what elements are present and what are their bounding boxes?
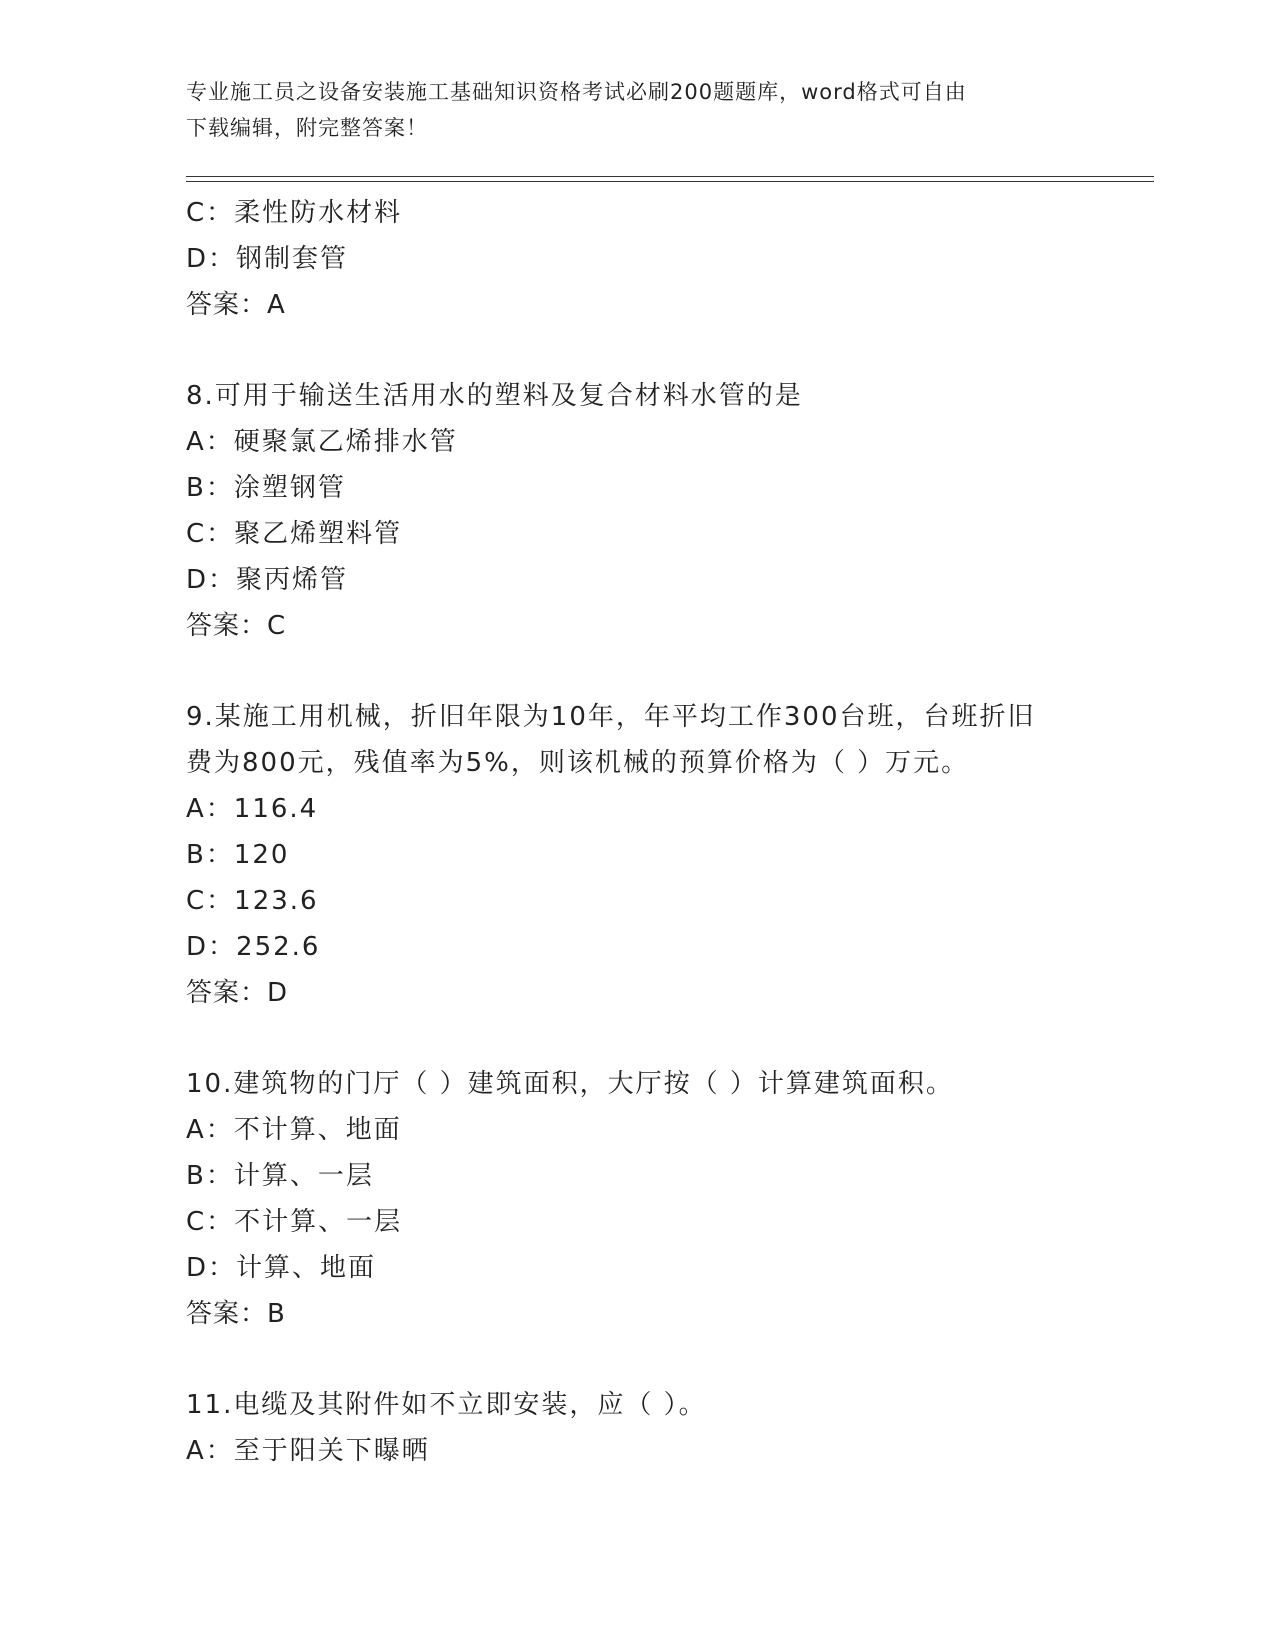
question-list: [186, 190, 1086, 1474]
option-d: D：聚丙烯管: [186, 565, 349, 595]
question-stem: 9.某施工用机械，折旧年限为10年，年平均工作300台班，台班折旧: [186, 702, 1036, 732]
header-line-2: 下载编辑，附完整答案！: [186, 116, 428, 140]
question-7-continuation: [186, 190, 1086, 328]
spacer: [186, 1337, 1086, 1382]
option-c: C：聚乙烯塑料管: [186, 519, 403, 549]
document-header: [186, 74, 1066, 146]
question-10: [186, 1061, 1086, 1337]
question-8: [186, 373, 1086, 649]
option-a: A：116.4: [186, 794, 319, 824]
answer: 答案：A: [186, 290, 286, 320]
spacer: [186, 328, 1086, 373]
question-11: [186, 1382, 1086, 1474]
question-stem: 8.可用于输送生活用水的塑料及复合材料水管的是: [186, 381, 803, 411]
question-stem: 10.建筑物的门厅（ ）建筑面积，大厅按（ ）计算建筑面积。: [186, 1069, 954, 1099]
header-divider-bottom: [186, 181, 1154, 182]
option-d: D：252.6: [186, 932, 321, 962]
option-a: A：不计算、地面: [186, 1115, 402, 1145]
option-a: A：硬聚氯乙烯排水管: [186, 427, 458, 457]
answer: 答案：C: [186, 611, 287, 641]
question-stem-continued: 费为800元，残值率为5%，则该机械的预算价格为（ ）万元。: [186, 748, 970, 778]
option-d: D：计算、地面: [186, 1253, 377, 1283]
header-line-1: 专业施工员之设备安装施工基础知识资格考试必刷200题题库，word格式可自由: [186, 80, 967, 104]
spacer: [186, 1016, 1086, 1061]
question-9: [186, 694, 1086, 1016]
option-c: C：柔性防水材料: [186, 198, 403, 228]
option-c: C：123.6: [186, 886, 319, 916]
answer: 答案：B: [186, 1299, 286, 1329]
option-b: B：计算、一层: [186, 1161, 374, 1191]
option-b: B：120: [186, 840, 290, 870]
question-stem: 11.电缆及其附件如不立即安装，应（ ）。: [186, 1390, 707, 1420]
answer: 答案：D: [186, 978, 289, 1008]
header-divider-top: [186, 176, 1154, 177]
option-c: C：不计算、一层: [186, 1207, 403, 1237]
spacer: [186, 649, 1086, 694]
option-d: D：钢制套管: [186, 244, 349, 274]
option-a: A：至于阳关下曝晒: [186, 1436, 430, 1466]
option-b: B：涂塑钢管: [186, 473, 346, 503]
